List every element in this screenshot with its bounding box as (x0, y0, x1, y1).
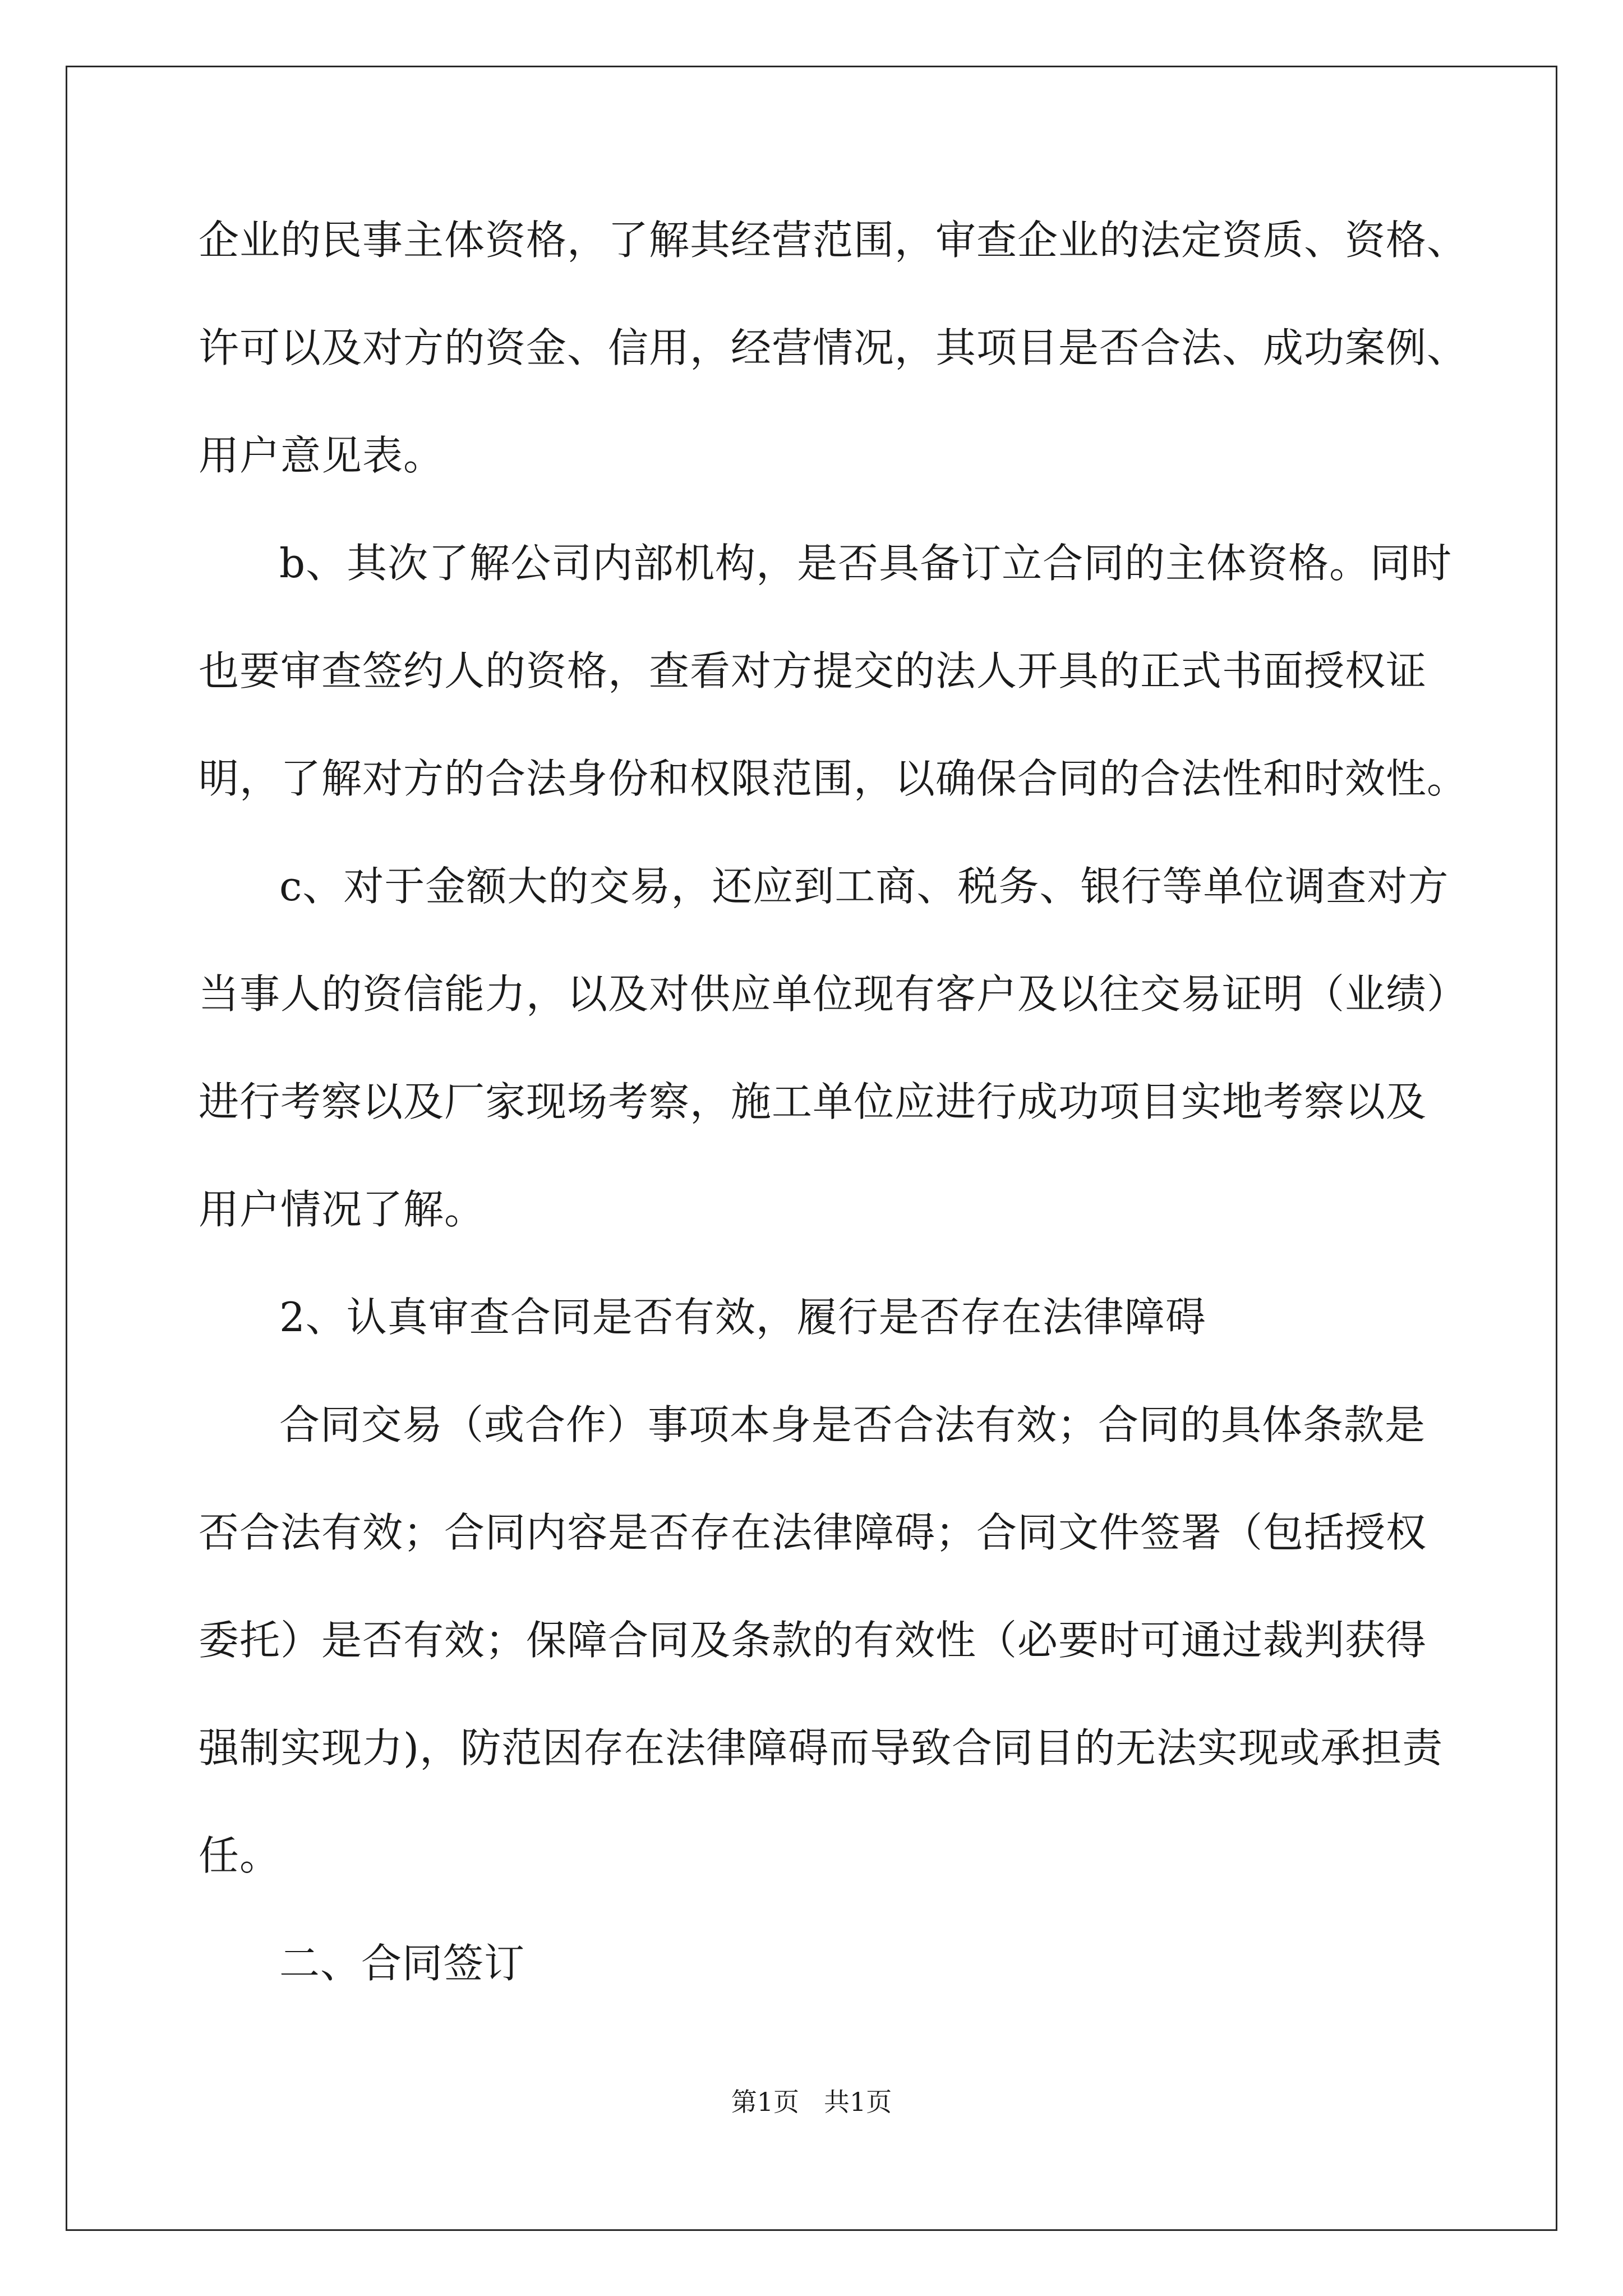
body-line: 许可以及对方的资金、信用，经营情况，其项目是否合法、成功案例、 (199, 324, 1468, 371)
body-line: 任。 (199, 1832, 281, 1879)
document-body (199, 213, 1468, 2044)
body-line: 当事人的资信能力，以及对供应单位现有客户及以往交易证明（业绩） (199, 970, 1468, 1018)
body-line: 也要审查签约人的资格，查看对方提交的法人开具的正式书面授权证 (199, 647, 1427, 694)
section-heading: 2、认真审查合同是否有效，履行是否存在法律障碍 (279, 1294, 1206, 1341)
body-line: 强制实现力)，防范因存在法律障碍而导致合同目的无法实现或承担责 (199, 1724, 1444, 1772)
page-total: 共1页 (824, 2087, 892, 2117)
body-line: b、其次了解公司内部机构，是否具备订立合同的主体资格。同时 (279, 540, 1453, 587)
body-line: c、对于金额大的交易，还应到工商、税务、银行等单位调查对方 (279, 863, 1449, 910)
body-line: 明，了解对方的合法身份和权限范围，以确保合同的合法性和时效性。 (199, 755, 1468, 802)
body-line: 用户情况了解。 (199, 1186, 486, 1233)
body-line: 合同交易（或合作）事项本身是否合法有效；合同的具体条款是 (279, 1401, 1426, 1448)
page-footer (0, 2085, 1623, 2119)
section-heading: 二、合同签订 (279, 1940, 525, 1987)
body-line: 否合法有效；合同内容是否存在法律障碍；合同文件签署（包括授权 (199, 1509, 1427, 1556)
body-line: 进行考察以及厂家现场考察，施工单位应进行成功项目实地考察以及 (199, 1078, 1427, 1125)
body-line: 企业的民事主体资格，了解其经营范围，审查企业的法定资质、资格、 (199, 217, 1468, 264)
body-line: 用户意见表。 (199, 432, 445, 479)
body-line: 委托）是否有效；保障合同及条款的有效性（必要时可通过裁判获得 (199, 1617, 1427, 1664)
page-number: 第1页 (731, 2087, 799, 2117)
